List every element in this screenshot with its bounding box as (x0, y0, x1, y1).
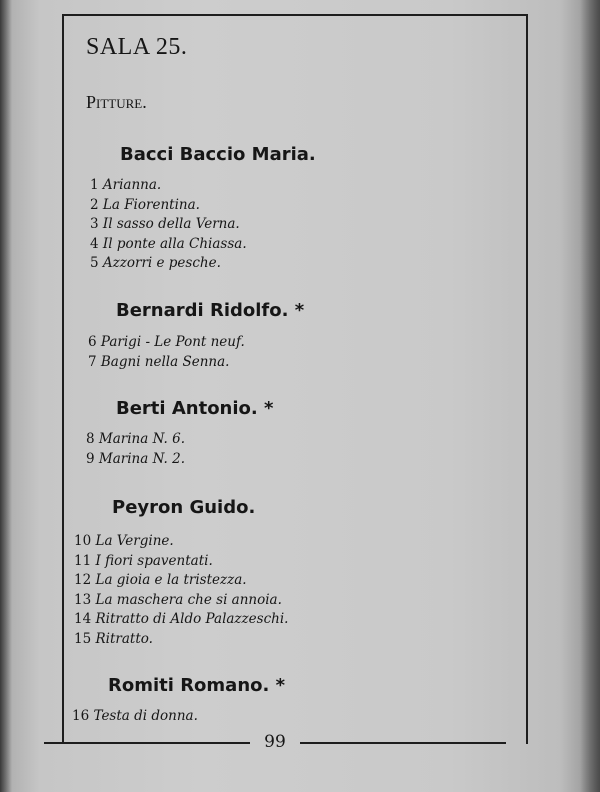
artist-heading: Bernardi Ridolfo. * (116, 300, 305, 321)
list-item: 7 Bagni nella Senna. (88, 353, 230, 370)
list-item: 10 La Vergine. (74, 533, 174, 549)
artist-heading: Bacci Baccio Maria. (120, 144, 316, 165)
list-item: 11 I fiori spaventati. (74, 552, 213, 569)
bottom-rule-right (300, 742, 506, 744)
works-list (88, 333, 245, 372)
section-title: Pitture. (86, 92, 147, 112)
binding-shadow (0, 0, 12, 792)
works-list (90, 176, 247, 274)
list-item: 4 Il ponte alla Chiassa. (90, 235, 247, 252)
page-number: 99 (264, 732, 286, 752)
list-item: 16 Testa di donna. (72, 708, 198, 724)
list-item: 3 Il sasso della Verna. (90, 216, 240, 233)
list-item: 5 Azzorri e pesche. (90, 255, 221, 272)
bottom-rule-left (44, 742, 250, 744)
list-item: 2 La Fiorentina. (90, 196, 200, 213)
list-item: 15 Ritratto. (74, 630, 153, 647)
list-item: 8 Marina N. 6. (86, 431, 185, 447)
works-list (86, 430, 185, 469)
works-list (72, 707, 198, 727)
hall-title: SALA 25. (86, 34, 188, 60)
artist-heading: Berti Antonio. * (116, 398, 274, 419)
list-item: 1 Arianna. (90, 177, 162, 193)
list-item: 14 Ritratto di Aldo Palazzeschi. (74, 611, 289, 628)
works-list (74, 532, 288, 650)
list-item: 12 La gioia e la tristezza. (74, 572, 247, 589)
list-item: 13 La maschera che si annoia. (74, 591, 282, 608)
artist-heading: Romiti Romano. * (108, 675, 286, 696)
list-item: 6 Parigi - Le Pont neuf. (88, 334, 245, 350)
list-item: 9 Marina N. 2. (86, 450, 185, 467)
page-edge-shadow (580, 0, 600, 792)
artist-heading: Peyron Guido. (112, 497, 256, 518)
